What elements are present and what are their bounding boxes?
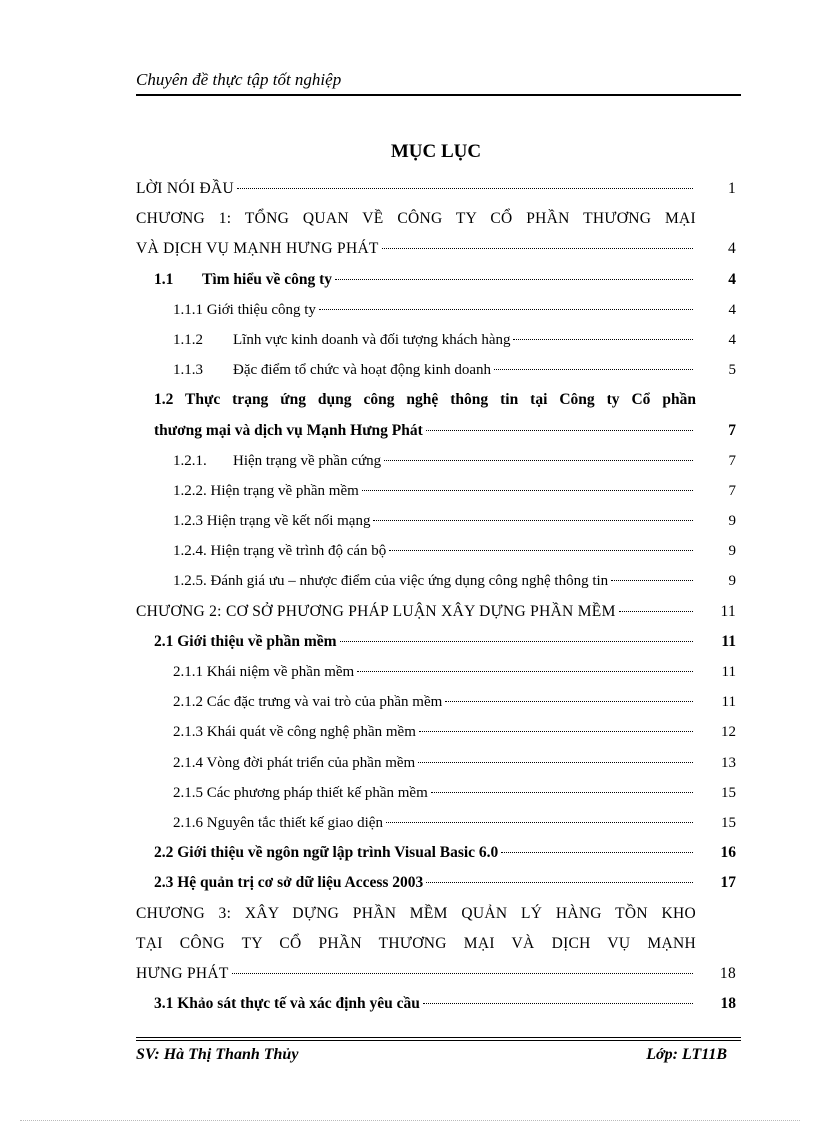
toc-entry-number: 1.1.3 <box>173 362 203 379</box>
toc-entry-2-1[interactable] <box>136 631 736 661</box>
toc-entry-chapter3-line1[interactable]: CHƯƠNG 3: XÂY DỰNG PHẦN MỀM QUẢN LÝ HÀNG TỒN KHO <box>136 904 696 922</box>
dot-leader <box>494 368 693 370</box>
table-of-contents <box>136 178 736 1023</box>
page-bottom-divider <box>20 1120 800 1121</box>
toc-entry-chapter1-line1[interactable]: CHƯƠNG 1: TỔNG QUAN VỀ CÔNG TY CỔ PHẦN THƯƠNG MẠI <box>136 210 696 228</box>
toc-page-number: 7 <box>728 482 736 499</box>
toc-entry-text: thương mại và dịch vụ Mạnh Hưng Phát <box>154 421 423 439</box>
toc-entry-text: 2.1 Giới thiệu về phần mềm <box>154 632 337 650</box>
toc-entry-text: CHƯƠNG 2: CƠ SỞ PHƯƠNG PHÁP LUẬN XÂY DỰNG PHẦN MỀM <box>136 602 616 620</box>
toc-entry-2-3[interactable] <box>136 872 736 902</box>
page-header <box>136 66 741 96</box>
dot-leader <box>418 761 693 763</box>
toc-page-number: 4 <box>728 331 736 348</box>
toc-entry-text: 2.2 Giới thiệu về ngôn ngữ lập trình Visual Basic 6.0 <box>154 844 499 862</box>
toc-entry-chapter2[interactable] <box>136 601 736 631</box>
toc-entry-text: Lĩnh vực kinh doanh và đối tượng khách hàng <box>233 331 511 348</box>
toc-entry-text: 1.1.1 Giới thiệu công ty <box>173 301 316 318</box>
toc-entry-text: 3.1 Khảo sát thực tế và xác định yêu cầu <box>154 995 420 1013</box>
dot-leader <box>386 821 693 823</box>
toc-entry-text: 2.1.1 Khái niệm về phần mềm <box>173 664 355 680</box>
toc-page-number: 15 <box>721 814 736 831</box>
dot-leader <box>513 338 693 340</box>
toc-entry-text: 1.2.2. Hiện trạng về phần mềm <box>173 482 359 499</box>
toc-entry-2-1-5[interactable] <box>136 782 736 812</box>
toc-entry-1-1[interactable] <box>136 269 736 299</box>
toc-page-number: 9 <box>728 513 736 530</box>
toc-page-number: 13 <box>721 754 736 771</box>
toc-entry-text: 1.2.4. Hiện trạng về trình độ cán bộ <box>173 543 387 560</box>
toc-entry-number: 1.1 <box>154 270 174 288</box>
toc-entry-1-2[interactable] <box>136 420 736 450</box>
toc-entry-2-1-1[interactable] <box>136 661 736 691</box>
toc-page-number: 1 <box>727 180 736 197</box>
toc-page-number: 11 <box>721 664 736 680</box>
toc-entry-text: LỜI NÓI ĐẦU <box>136 180 235 197</box>
toc-entry-1-1-1[interactable] <box>136 299 736 329</box>
dot-leader <box>619 610 693 612</box>
toc-page-number: 17 <box>720 874 736 892</box>
toc-page-number: 15 <box>721 784 736 801</box>
toc-entry-text: 2.1.4 Vòng đời phát triển của phần mềm <box>173 754 416 771</box>
dot-leader <box>362 489 693 491</box>
dot-leader <box>335 278 693 280</box>
dot-leader <box>237 187 693 189</box>
toc-entry-1-1-2[interactable] <box>136 329 736 359</box>
dot-leader <box>340 640 693 642</box>
toc-entry-text: 2.1.2 Các đặc trưng và vai trò của phần mềm <box>173 694 443 711</box>
toc-entry-text: HƯNG PHÁT <box>136 964 229 982</box>
toc-entry-text: 2.3 Hệ quản trị cơ sở dữ liệu Access 2003 <box>154 874 424 892</box>
page-title: MỤC LỤC <box>390 141 482 162</box>
dot-leader <box>611 579 693 581</box>
toc-page-number: 7 <box>728 421 736 439</box>
toc-page-number: 4 <box>728 301 736 318</box>
toc-page-number: 7 <box>728 452 736 469</box>
toc-entry-number: 1.2.1. <box>173 452 207 469</box>
toc-page-number: 9 <box>728 573 736 590</box>
dot-leader <box>426 429 693 431</box>
dot-leader <box>431 791 693 793</box>
toc-page-number: 11 <box>721 632 736 650</box>
toc-entry-chapter3-line2[interactable]: TẠI CÔNG TY CỔ PHẦN THƯƠNG MẠI VÀ DỊCH VỤ MẠNH <box>136 934 696 952</box>
toc-page-number: 5 <box>728 362 736 379</box>
toc-entry-text: Tìm hiểu về công ty <box>202 270 333 288</box>
toc-page-number: 18 <box>719 964 736 982</box>
toc-entry-text: 1.2.3 Hiện trạng về kết nối mạng <box>173 513 371 530</box>
dot-leader <box>382 247 693 249</box>
header-text: Chuyên đề thực tập tốt nghiệp <box>136 70 342 89</box>
toc-entry-text: 2.1.5 Các phương pháp thiết kế phần mềm <box>173 784 428 801</box>
toc-entry-1-2-1[interactable] <box>136 450 736 480</box>
toc-entry-2-1-2[interactable] <box>136 691 736 721</box>
toc-entry-chapter1[interactable] <box>136 238 736 268</box>
toc-entry-text: 1.2.5. Đánh giá ưu – nhược điểm của việc ứng dụng công nghệ thông tin <box>173 573 609 590</box>
toc-entry-2-2[interactable] <box>136 842 736 872</box>
dot-leader <box>232 972 693 974</box>
toc-entry-number: 1.1.2 <box>173 331 203 348</box>
toc-page-number: 16 <box>720 844 736 862</box>
toc-entry-1-2-3[interactable] <box>136 510 736 540</box>
toc-entry-text: VÀ DỊCH VỤ MẠNH HƯNG PHÁT <box>136 240 379 258</box>
toc-page-number: 11 <box>721 694 736 711</box>
dot-leader <box>357 670 693 672</box>
dot-leader <box>384 459 693 461</box>
toc-entry-3-1[interactable] <box>136 993 736 1023</box>
page-footer <box>136 1037 741 1070</box>
footer-student: SV: Hà Thị Thanh Thủy <box>136 1046 299 1063</box>
toc-entry-text: 2.1.6 Nguyên tắc thiết kế giao diện <box>173 814 383 831</box>
dot-leader <box>389 549 693 551</box>
dot-leader <box>426 881 693 883</box>
toc-page-number: 4 <box>727 240 736 258</box>
toc-entry-preface[interactable] <box>136 178 736 208</box>
dot-leader <box>501 851 693 853</box>
toc-entry-2-1-6[interactable] <box>136 812 736 842</box>
toc-entry-text: 2.1.3 Khái quát về công nghệ phần mềm <box>173 724 416 741</box>
dot-leader <box>419 730 693 732</box>
toc-entry-1-2-5[interactable] <box>136 570 736 600</box>
toc-page-number: 18 <box>720 995 736 1013</box>
toc-entry-1-2-4[interactable] <box>136 540 736 570</box>
toc-entry-text: Hiện trạng về phần cứng <box>233 452 382 469</box>
toc-page-number: 11 <box>720 602 736 620</box>
toc-entry-text: Đặc điểm tổ chức và hoạt động kinh doanh <box>233 362 492 379</box>
footer-class: Lớp: LT11B <box>646 1046 727 1063</box>
toc-page-number: 9 <box>728 543 736 560</box>
toc-entry-1-2-line1[interactable]: 1.2 Thực trạng ứng dụng công nghệ thông tin tại Công ty Cổ phần <box>154 391 696 409</box>
dot-leader <box>445 700 693 702</box>
toc-entry-chapter3[interactable] <box>136 963 736 993</box>
toc-page-number: 4 <box>728 270 736 288</box>
toc-entry-1-2-2[interactable] <box>136 480 736 510</box>
dot-leader <box>319 308 693 310</box>
dot-leader <box>423 1002 693 1004</box>
toc-page-number: 12 <box>721 724 736 741</box>
toc-entry-2-1-3[interactable] <box>136 721 736 751</box>
toc-entry-2-1-4[interactable] <box>136 752 736 782</box>
dot-leader <box>373 519 693 521</box>
toc-entry-1-1-3[interactable] <box>136 359 736 389</box>
